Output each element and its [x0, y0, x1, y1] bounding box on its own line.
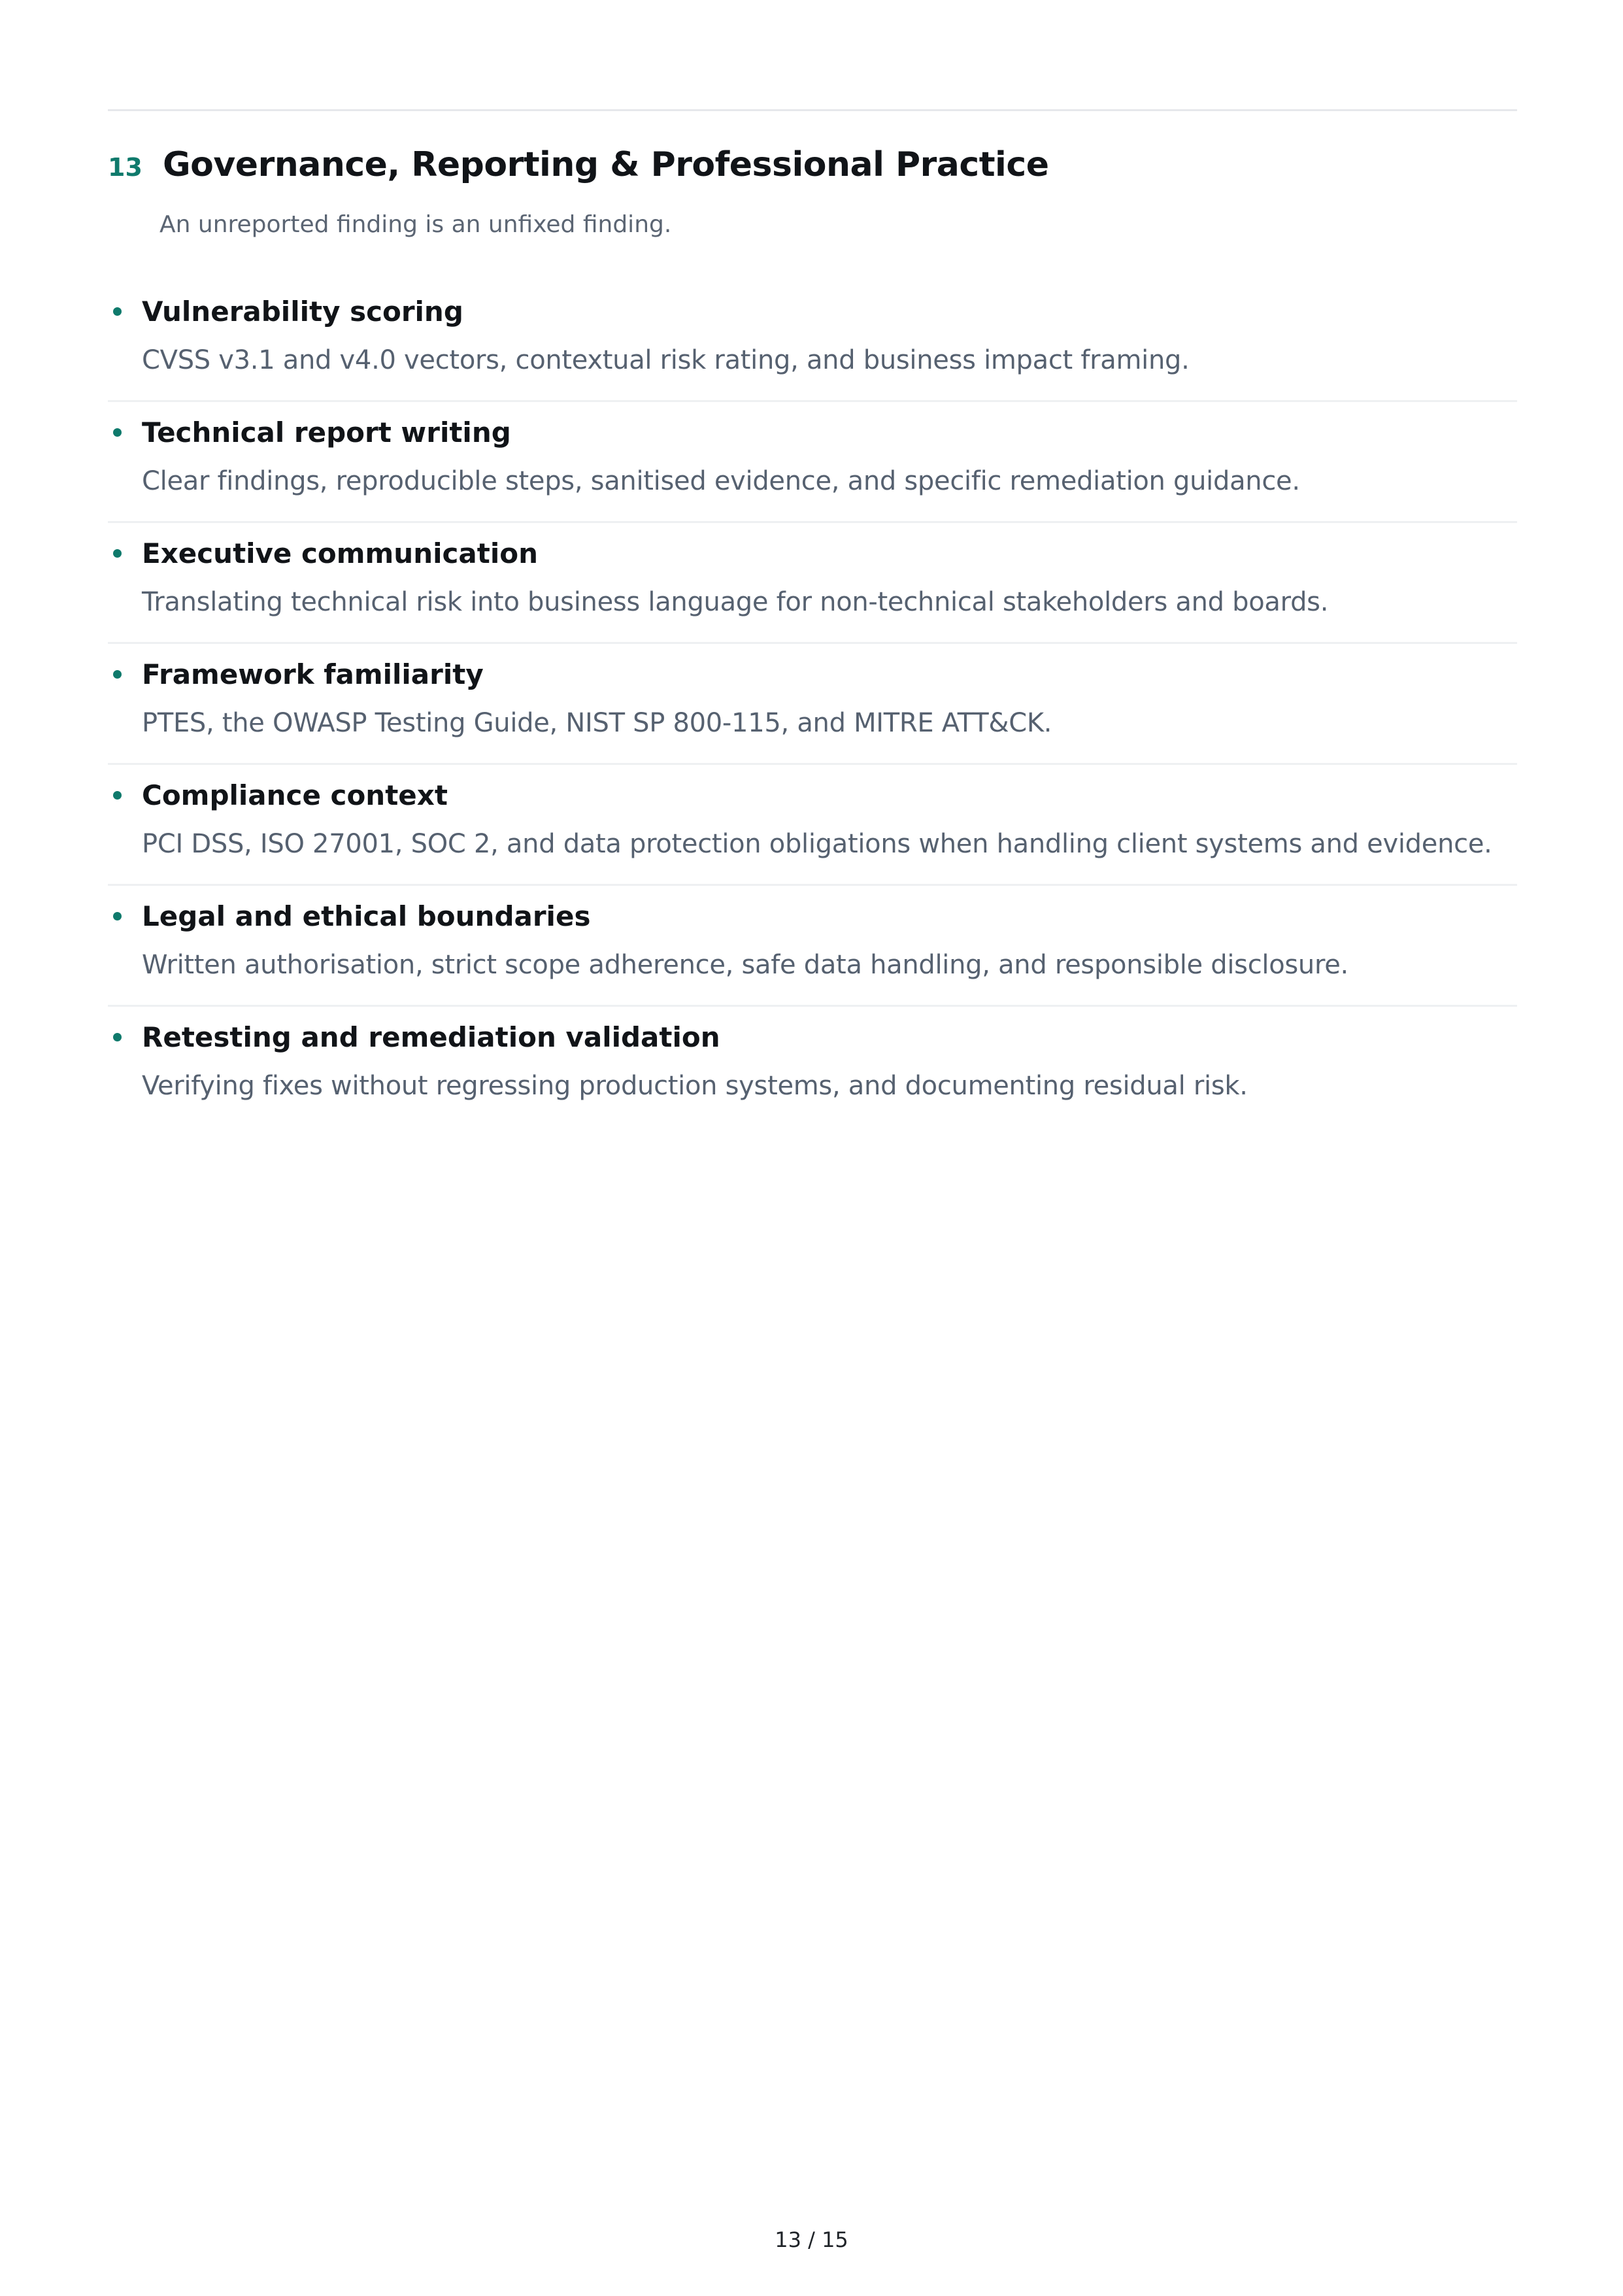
item-title: Retesting and remediation validation	[142, 1021, 720, 1053]
list-item	[108, 1008, 1517, 1128]
list-item	[108, 524, 1517, 644]
section-subtitle: An unreported finding is an unfixed finding.	[159, 211, 672, 238]
item-description: PTES, the OWASP Testing Guide, NIST SP 800-115, and MITRE ATT&CK.	[142, 708, 1052, 738]
item-description: Verifying fixes without regressing production systems, and documenting residual risk.	[142, 1071, 1248, 1101]
item-description: Written authorisation, strict scope adherence, safe data handling, and responsible disclosure.	[142, 950, 1348, 980]
item-description: Clear findings, reproducible steps, sanitised evidence, and specific remediation guidance.	[142, 466, 1300, 496]
item-title: Vulnerability scoring	[142, 295, 463, 328]
bullet-icon	[113, 307, 122, 316]
section-header	[108, 145, 1048, 184]
item-description: CVSS v3.1 and v4.0 vectors, contextual risk rating, and business impact framing.	[142, 345, 1190, 375]
item-title: Executive communication	[142, 537, 538, 569]
page-number: 13 / 15	[775, 2227, 848, 2252]
bullet-icon	[113, 549, 122, 558]
bullet-icon	[113, 1033, 122, 1041]
item-description: Translating technical risk into business language for non-technical stakeholders and boards.	[142, 587, 1329, 617]
section-title: Governance, Reporting & Professional Practice	[163, 145, 1049, 184]
bullet-icon	[113, 791, 122, 800]
bullet-icon	[113, 670, 122, 679]
item-title: Technical report writing	[142, 416, 511, 448]
list-item	[108, 282, 1517, 402]
bullet-icon	[113, 428, 122, 437]
item-description: PCI DSS, ISO 27001, SOC 2, and data protection obligations when handling client systems and evidence.	[142, 829, 1492, 859]
list-item	[108, 887, 1517, 1007]
item-title: Legal and ethical boundaries	[142, 900, 591, 932]
list-item	[108, 403, 1517, 523]
list-item	[108, 766, 1517, 886]
section-number: 13	[108, 153, 142, 182]
topic-list	[108, 282, 1517, 1129]
item-title: Framework familiarity	[142, 658, 484, 690]
item-title: Compliance context	[142, 779, 448, 811]
list-item	[108, 645, 1517, 765]
top-divider	[108, 109, 1517, 111]
bullet-icon	[113, 912, 122, 920]
